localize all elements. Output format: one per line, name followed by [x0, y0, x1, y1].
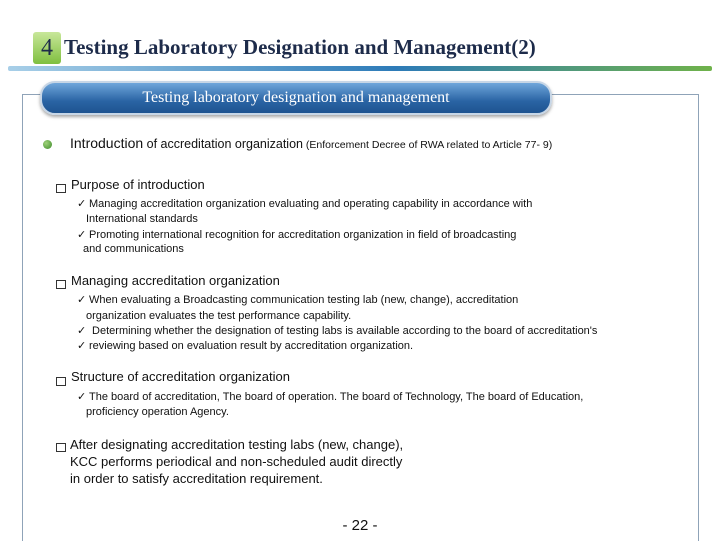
list-item-text: organization evaluates the test performance capability.: [86, 310, 352, 322]
audit-text-line: After designating accreditation testing labs (new, change),: [70, 437, 404, 452]
list-item: [77, 197, 532, 212]
square-bullet-icon: [56, 443, 66, 452]
list-item: [86, 212, 198, 227]
title-underline: [8, 66, 712, 71]
list-item: [86, 405, 229, 420]
list-item: [77, 390, 583, 405]
check-icon: ✓: [77, 325, 87, 337]
list-item: [86, 309, 351, 324]
intro-mid: of accreditation organization: [143, 137, 303, 151]
check-icon: ✓: [77, 198, 87, 210]
list-item-text: Managing accreditation organization evaluating and operating capability in accordance with: [89, 198, 533, 210]
check-icon: ✓: [77, 340, 87, 352]
square-bullet-icon: [56, 280, 66, 289]
list-item-text: International standards: [86, 213, 198, 225]
intro-heading: [70, 135, 552, 151]
check-icon: ✓: [77, 294, 87, 306]
section-number-badge: 4: [33, 32, 61, 64]
list-item-text: The board of accreditation, The board of operation. The board of Technology, The board of Education,: [89, 391, 584, 403]
bullet-dot-icon: [43, 140, 52, 149]
intro-lead: Introduction: [70, 135, 144, 151]
page-number: - 22 -: [342, 517, 378, 534]
square-bullet-icon: [56, 377, 66, 386]
section-title: Purpose of introduction: [71, 177, 205, 192]
check-icon: ✓: [77, 391, 87, 403]
list-item-text: proficiency operation Agency.: [86, 406, 229, 418]
square-bullet-icon: [56, 184, 66, 193]
list-item-text: Promoting international recognition for accreditation organization in field of broadcasting: [89, 229, 517, 241]
list-item-text: Determining whether the designation of testing labs is available according to the board of accreditation's: [89, 325, 598, 337]
list-item-text: and communications: [83, 243, 184, 255]
list-item: [77, 293, 518, 308]
section-banner: Testing laboratory designation and management: [40, 81, 552, 115]
section-title: Structure of accreditation organization: [71, 369, 290, 384]
intro-reference: (Enforcement Decree of RWA related to Article 77- 9): [303, 139, 553, 151]
list-item: [83, 242, 184, 257]
list-item-text: reviewing based on evaluation result by accreditation organization.: [89, 340, 414, 352]
list-item: [77, 324, 597, 339]
section-title: Managing accreditation organization: [71, 273, 280, 288]
check-icon: ✓: [77, 229, 87, 241]
audit-text-line: in order to satisfy accreditation requirement.: [70, 471, 323, 486]
page-title: Testing Laboratory Designation and Management(2): [64, 35, 536, 59]
list-item: [77, 339, 413, 354]
list-item-text: When evaluating a Broadcasting communication testing lab (new, change), accreditation: [89, 294, 519, 306]
audit-text-line: KCC performs periodical and non-scheduled audit directly: [70, 454, 403, 469]
list-item: [77, 228, 516, 243]
